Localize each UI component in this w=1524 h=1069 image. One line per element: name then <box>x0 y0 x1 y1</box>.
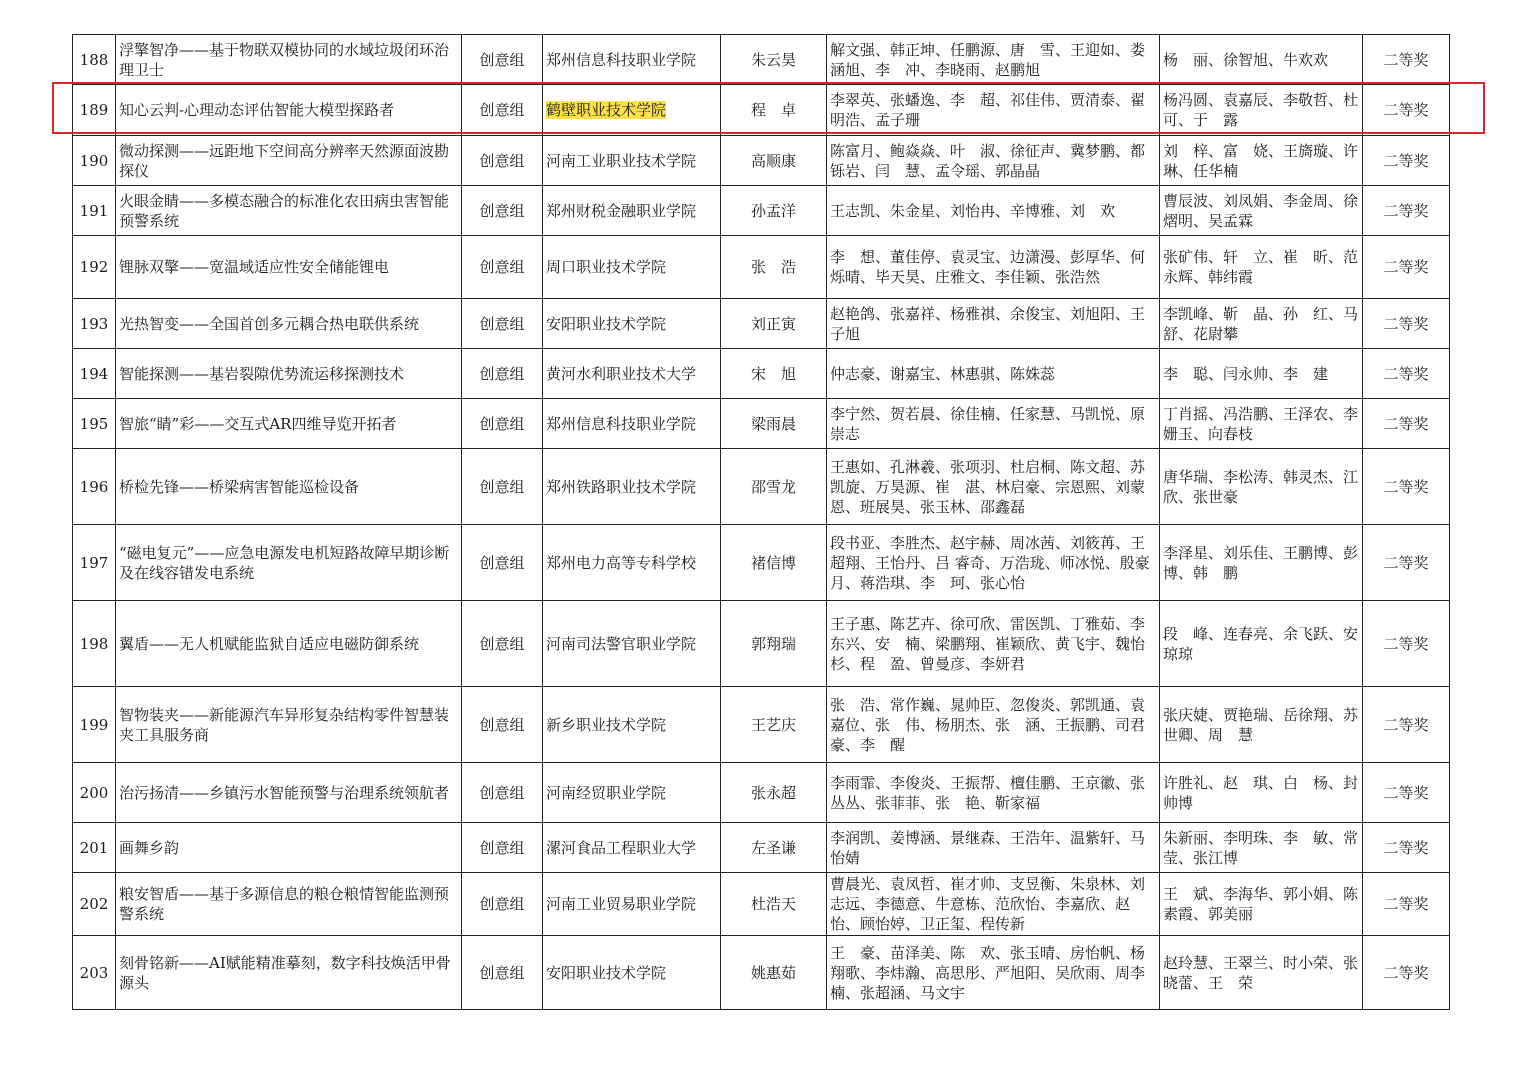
school-name: 河南司法警官职业学院 <box>546 634 697 653</box>
group-name-cell <box>462 936 543 1010</box>
table-row <box>73 823 1450 873</box>
advisors-cell <box>1160 601 1363 687</box>
team-members: 解文强、韩正坤、任鹏源、唐 雪、王迎如、娄涵旭、李 冲、李晓雨、赵鹏旭 <box>830 40 1146 79</box>
project-name-cell <box>116 85 462 136</box>
award-level: 二等奖 <box>1383 258 1429 276</box>
team-leader-cell <box>721 873 827 936</box>
team-leader: 左圣谦 <box>750 838 796 857</box>
table-row <box>73 525 1450 601</box>
project-name-cell <box>116 449 462 525</box>
team-leader: 姚惠茹 <box>750 963 796 982</box>
team-leader-cell <box>721 399 827 449</box>
table-row <box>73 136 1450 186</box>
row-number: 192 <box>79 258 109 276</box>
school-name-cell <box>543 85 721 136</box>
team-leader: 杜浩天 <box>750 895 796 913</box>
project-name: “磁电复元”——应急电源发电机短路故障早期诊断及在线容错发电系统 <box>119 543 450 582</box>
award-level: 二等奖 <box>1383 50 1429 69</box>
team-leader: 高顺康 <box>750 151 796 170</box>
school-name-cell <box>543 823 721 873</box>
project-name-cell <box>116 601 462 687</box>
school-name-cell <box>543 601 721 687</box>
project-name-cell <box>116 136 462 186</box>
group-name-cell <box>462 449 543 525</box>
advisors: 刘 梓、富 娆、王旖璇、许 琳、任华楠 <box>1163 141 1374 180</box>
group-name: 创意组 <box>479 895 525 913</box>
team-members-cell <box>827 823 1160 873</box>
project-name-cell <box>116 186 462 236</box>
team-leader-cell <box>721 687 827 763</box>
team-leader-cell <box>721 186 827 236</box>
project-name-cell <box>116 823 462 873</box>
award-level-cell <box>1363 763 1450 823</box>
group-name-cell <box>462 763 543 823</box>
award-level-cell <box>1363 449 1450 525</box>
row-number: 203 <box>79 963 109 982</box>
table-row <box>73 349 1450 399</box>
project-name: 锂脉双擎——宽温域适应性安全储能锂电 <box>119 258 390 276</box>
school-name-cell <box>543 236 721 299</box>
team-members: 李润凯、姜博涵、景继森、王浩年、温紫轩、马怡婧 <box>830 828 1146 867</box>
advisors-cell <box>1160 236 1363 299</box>
team-members-cell <box>827 687 1160 763</box>
project-name-cell <box>116 873 462 936</box>
project-name-cell <box>116 236 462 299</box>
school-name-cell <box>543 349 721 399</box>
team-members: 王子惠、陈艺卉、徐可欣、雷医凯、丁雅茹、李东兴、安 楠、梁鹏翔、崔颖欣、黄飞宇、魏怡杉、程 盈、曾曼彦、李妍君 <box>830 614 1146 673</box>
table-row <box>73 449 1450 525</box>
row-number: 191 <box>79 201 109 220</box>
project-name: 火眼金睛——多模态融合的标准化农田病虫害智能预警系统 <box>119 191 450 230</box>
advisors-cell <box>1160 299 1374 349</box>
advisors: 李泽星、刘乐佳、王鹏博、彭 博、韩 鹏 <box>1163 543 1374 582</box>
team-members: 赵艳鸽、张嘉祥、杨雅祺、余俊宝、刘旭阳、王子旭 <box>830 304 1146 343</box>
advisors: 丁肖摇、冯浩鹏、王泽农、李姗玉、向春枝 <box>1163 404 1359 443</box>
group-name: 创意组 <box>479 838 525 857</box>
project-name: 翼盾——无人机赋能监狱自适应电磁防御系统 <box>119 634 420 653</box>
project-name: 微动探测——远距地下空间高分辨率天然源面波勘探仪 <box>119 141 450 180</box>
award-level-cell <box>1363 525 1450 601</box>
award-level-cell <box>1363 687 1450 763</box>
awards-table <box>72 34 1450 1010</box>
group-name-cell <box>462 35 543 85</box>
group-name: 创意组 <box>479 634 525 653</box>
group-name-cell <box>462 823 543 873</box>
group-name: 创意组 <box>479 151 525 170</box>
group-name: 创意组 <box>479 101 525 119</box>
school-name: 周口职业技术学院 <box>546 258 667 276</box>
advisors-cell <box>1160 399 1363 449</box>
group-name-cell <box>462 687 543 763</box>
advisors: 王 斌、李海华、郭小娟、陈素霞、郭美丽 <box>1163 885 1359 923</box>
school-name: 安阳职业技术学院 <box>546 963 667 982</box>
team-members: 张 浩、常作巍、晁帅臣、忽俊炎、郭凯通、袁嘉位、张 伟、杨朋杰、张 涵、王振鹏、司君豪、李 醒 <box>830 695 1146 754</box>
team-members-cell <box>827 349 1160 399</box>
advisors: 许胜礼、赵 琪、白 杨、封帅博 <box>1163 773 1359 812</box>
group-name-cell <box>462 349 543 399</box>
award-level-cell <box>1363 399 1450 449</box>
group-name: 创意组 <box>479 364 525 383</box>
row-number: 200 <box>79 783 109 802</box>
project-name-cell <box>116 35 462 85</box>
school-name: 河南经贸职业学院 <box>546 783 667 802</box>
advisors: 张庆婕、贾艳瑞、岳徐翔、苏世卿、周 慧 <box>1163 705 1359 744</box>
row-number-cell <box>73 823 116 873</box>
team-members-cell <box>827 936 1160 1010</box>
award-level: 二等奖 <box>1383 314 1429 333</box>
school-name: 黄河水利职业技术大学 <box>546 364 697 383</box>
project-name-cell <box>116 399 462 449</box>
team-members-cell <box>827 236 1160 299</box>
row-number-cell <box>73 85 116 136</box>
group-name: 创意组 <box>479 477 525 496</box>
award-level: 二等奖 <box>1383 364 1429 383</box>
table-body <box>73 35 1450 1010</box>
advisors-cell <box>1160 136 1374 186</box>
row-number: 199 <box>79 715 109 734</box>
team-members-cell <box>827 136 1160 186</box>
team-leader: 朱云昊 <box>750 50 796 69</box>
group-name-cell <box>462 85 543 136</box>
team-leader: 张 浩 <box>750 258 796 276</box>
team-members-cell <box>827 873 1160 936</box>
school-name: 郑州铁路职业技术学院 <box>546 477 697 496</box>
group-name: 创意组 <box>479 783 525 802</box>
award-level: 二等奖 <box>1383 963 1429 982</box>
team-members: 仲志豪、谢嘉宝、林惠骐、陈姝蕊 <box>830 364 1056 383</box>
group-name-cell <box>462 186 543 236</box>
school-name: 漯河食品工程职业大学 <box>546 838 697 857</box>
team-leader: 张永超 <box>750 783 796 802</box>
advisors: 段 峰、连春亮、余飞跃、安琼琼 <box>1163 624 1359 663</box>
advisors: 李凯峰、靳 晶、孙 红、马 舒、花尉攀 <box>1163 304 1374 343</box>
table-row <box>73 601 1450 687</box>
table-row <box>73 85 1450 136</box>
team-leader: 郭翔瑞 <box>750 634 796 653</box>
school-name: 郑州电力高等专科学校 <box>546 553 697 572</box>
team-leader-cell <box>721 85 827 136</box>
row-number: 193 <box>79 314 109 333</box>
project-name: 光热智变——全国首创多元耦合热电联供系统 <box>119 314 420 333</box>
advisors: 朱新丽、李明珠、李 敏、常 莹、张江博 <box>1163 828 1374 867</box>
table-row <box>73 873 1450 936</box>
table-row <box>73 936 1450 1010</box>
award-level-cell <box>1363 136 1450 186</box>
row-number: 196 <box>79 477 109 496</box>
school-name: 郑州财税金融职业学院 <box>546 201 697 220</box>
team-leader-cell <box>721 349 827 399</box>
project-name-cell <box>116 687 462 763</box>
row-number: 188 <box>79 50 109 69</box>
project-name: 粮安智盾——基于多源信息的粮仓粮情智能监测预警系统 <box>119 885 450 923</box>
advisors-cell <box>1160 823 1374 873</box>
team-leader: 梁雨晨 <box>750 414 796 433</box>
team-members: 李翠英、张蟠逸、李 超、祁佳伟、贾清泰、翟明浩、孟子珊 <box>830 91 1146 129</box>
school-name: 郑州信息科技职业学院 <box>546 414 697 433</box>
row-number-cell <box>73 136 116 186</box>
school-name: 河南工业职业技术学院 <box>546 151 697 170</box>
team-leader-cell <box>721 136 827 186</box>
advisors: 杨冯圆、袁嘉辰、李敬哲、杜 可、于 露 <box>1163 91 1374 129</box>
team-members-cell <box>827 601 1160 687</box>
school-name: 河南工业贸易职业学院 <box>546 895 697 913</box>
team-leader: 邵雪龙 <box>750 477 796 496</box>
team-members-cell <box>827 399 1160 449</box>
school-name-cell <box>543 525 721 601</box>
school-name-cell <box>543 136 721 186</box>
school-name-cell <box>543 399 721 449</box>
advisors: 杨 丽、徐智旭、牛欢欢 <box>1163 50 1329 69</box>
team-members-cell <box>827 763 1160 823</box>
table-row <box>73 399 1450 449</box>
team-members: 段书亚、李胜杰、赵宇赫、周冰茜、刘筱苒、王超翔、王怡丹、吕 睿奇、万浩珑、师冰悦、殷豪月、蒋浩琪、李 珂、张心怡 <box>830 533 1150 592</box>
row-number: 198 <box>79 634 109 653</box>
group-name-cell <box>462 299 543 349</box>
team-leader: 王艺庆 <box>750 715 796 734</box>
award-level: 二等奖 <box>1383 151 1429 170</box>
table-row <box>73 299 1450 349</box>
row-number-cell <box>73 449 116 525</box>
row-number-cell <box>73 525 116 601</box>
group-name: 创意组 <box>479 201 525 220</box>
row-number-cell <box>73 687 116 763</box>
table-row <box>73 236 1450 299</box>
award-level-cell <box>1363 186 1450 236</box>
advisors-cell <box>1160 85 1374 136</box>
advisors-cell <box>1160 687 1363 763</box>
advisors: 赵玲慧、王翠兰、时小荣、张晓蕾、王 荣 <box>1163 953 1359 992</box>
school-name: 新乡职业技术学院 <box>546 715 667 734</box>
project-name: 智物装夹——新能源汽车异形复杂结构零件智慧装夹工具服务商 <box>119 705 450 744</box>
award-level: 二等奖 <box>1383 201 1429 220</box>
team-leader: 宋 旭 <box>750 364 796 383</box>
row-number-cell <box>73 186 116 236</box>
table-row <box>73 763 1450 823</box>
school-name: 鹤壁职业技术学院 <box>546 101 667 119</box>
advisors-cell <box>1160 936 1363 1010</box>
team-members: 李雨霏、李俊炎、王振帮、檀佳鹏、王京徽、张丛丛、张菲菲、张 艳、靳家福 <box>830 773 1146 812</box>
team-members: 曹晨光、袁凤哲、崔才帅、支昱衡、朱泉林、刘志远、李德意、牛意栋、范欣怡、李嘉欣、赵 怡、顾怡婷、卫正玺、程传新 <box>830 875 1146 933</box>
school-name: 安阳职业技术学院 <box>546 314 667 333</box>
row-number: 194 <box>79 364 109 383</box>
team-leader: 程 卓 <box>750 101 796 119</box>
team-leader-cell <box>721 525 827 601</box>
team-leader-cell <box>721 236 827 299</box>
advisors-cell <box>1160 349 1363 399</box>
award-level: 二等奖 <box>1383 414 1429 433</box>
project-name: 桥检先锋——桥梁病害智能巡检设备 <box>119 477 360 496</box>
project-name-cell <box>116 763 462 823</box>
award-level-cell <box>1363 35 1450 85</box>
school-name: 郑州信息科技职业学院 <box>546 50 697 69</box>
team-members: 李宁然、贺若晨、徐佳楠、任家慧、马凯悦、原崇志 <box>830 404 1146 443</box>
row-number: 189 <box>79 101 109 119</box>
row-number-cell <box>73 236 116 299</box>
project-name-cell <box>116 936 462 1010</box>
team-leader-cell <box>721 601 827 687</box>
team-members-cell <box>827 85 1160 136</box>
award-level-cell <box>1363 299 1450 349</box>
group-name-cell <box>462 136 543 186</box>
team-members-cell <box>827 299 1160 349</box>
team-leader-cell <box>721 823 827 873</box>
advisors-cell <box>1160 763 1363 823</box>
award-level: 二等奖 <box>1383 783 1429 802</box>
table-row <box>73 186 1450 236</box>
group-name-cell <box>462 601 543 687</box>
advisors: 唐华瑞、李松涛、韩灵杰、江 欣、张世豪 <box>1163 467 1374 506</box>
row-number-cell <box>73 349 116 399</box>
team-members: 王志凯、朱金星、刘怡冉、辛博雅、刘 欢 <box>830 201 1116 220</box>
group-name-cell <box>462 399 543 449</box>
project-name: 知心云判-心理动态评估智能大模型探路者 <box>119 101 395 119</box>
advisors: 张矿伟、轩 立、崔 昕、范永辉、韩纬霞 <box>1163 248 1359 286</box>
row-number-cell <box>73 35 116 85</box>
group-name: 创意组 <box>479 414 525 433</box>
group-name-cell <box>462 236 543 299</box>
row-number-cell <box>73 601 116 687</box>
team-members: 陈富月、鲍焱焱、叶 淑、徐征声、冀梦鹏、都铄岩、闫 慧、孟令瑶、郭晶晶 <box>830 141 1146 180</box>
school-name-cell <box>543 186 721 236</box>
advisors-cell <box>1160 449 1374 525</box>
team-members-cell <box>827 525 1160 601</box>
group-name: 创意组 <box>479 258 525 276</box>
project-name: 智能探测——基岩裂隙优势流运移探测技术 <box>119 364 405 383</box>
advisors-cell <box>1160 35 1363 85</box>
team-leader-cell <box>721 35 827 85</box>
project-name-cell <box>116 299 462 349</box>
project-name-cell <box>116 349 462 399</box>
award-level-cell <box>1363 236 1450 299</box>
award-level: 二等奖 <box>1383 838 1429 857</box>
award-level: 二等奖 <box>1383 553 1429 572</box>
team-members: 李 想、董佳停、袁灵宝、边潇漫、彭厚华、何烁晴、毕天昊、庄雅文、李佳颖、张浩然 <box>830 248 1146 286</box>
row-number: 202 <box>79 895 109 913</box>
team-members-cell <box>827 186 1160 236</box>
team-leader-cell <box>721 299 827 349</box>
group-name: 创意组 <box>479 50 525 69</box>
advisors-cell <box>1160 186 1363 236</box>
award-level: 二等奖 <box>1383 101 1429 119</box>
team-members: 王 豪、苗泽美、陈 欢、张玉晴、房怡帆、杨翔歌、李炜瀚、高思彤、严旭阳、吴欣雨、周李楠、张超涵、马文宇 <box>830 943 1146 1002</box>
team-members: 王惠如、孔淋羲、张项羽、杜启桐、陈文超、苏凯旋、万昊源、崔 湛、林启豪、宗恩熙、刘蒙恩、班展昊、张玉林、邵鑫磊 <box>830 457 1146 516</box>
award-level-cell <box>1363 823 1450 873</box>
award-level-cell <box>1363 873 1450 936</box>
group-name: 创意组 <box>479 963 525 982</box>
award-level-cell <box>1363 601 1450 687</box>
row-number-cell <box>73 936 116 1010</box>
team-leader: 刘正寅 <box>750 314 796 333</box>
award-level: 二等奖 <box>1383 634 1429 653</box>
school-name-cell <box>543 687 721 763</box>
group-name-cell <box>462 525 543 601</box>
award-level-cell <box>1363 936 1450 1010</box>
project-name: 画舞乡韵 <box>119 838 180 857</box>
team-leader-cell <box>721 936 827 1010</box>
row-number-cell <box>73 873 116 936</box>
award-level-cell <box>1363 349 1450 399</box>
project-name: 智旅“睛”彩——交互式AR四维导览开拓者 <box>119 414 397 433</box>
advisors: 李 聪、闫永帅、李 建 <box>1163 364 1329 383</box>
project-name: 治污扬清——乡镇污水智能预警与治理系统领航者 <box>119 783 450 802</box>
group-name: 创意组 <box>479 553 525 572</box>
advisors-cell <box>1160 873 1363 936</box>
school-name-cell <box>543 449 721 525</box>
school-name-cell <box>543 936 721 1010</box>
school-name-cell <box>543 35 721 85</box>
advisors-cell <box>1160 525 1374 601</box>
group-name: 创意组 <box>479 314 525 333</box>
award-level: 二等奖 <box>1383 895 1429 913</box>
award-level: 二等奖 <box>1383 477 1429 496</box>
team-members-cell <box>827 449 1160 525</box>
advisors: 曹辰波、刘凤娟、李金周、徐熠明、吴孟霖 <box>1163 191 1359 230</box>
team-leader: 褚信博 <box>750 553 796 572</box>
project-name-cell <box>116 525 462 601</box>
row-number-cell <box>73 399 116 449</box>
project-name: 浮擎智净——基于物联双模协同的水域垃圾闭环治理卫士 <box>119 40 450 79</box>
team-leader: 孙孟洋 <box>750 201 796 220</box>
team-leader-cell <box>721 763 827 823</box>
row-number-cell <box>73 763 116 823</box>
table-row <box>73 35 1450 85</box>
team-members-cell <box>827 35 1160 85</box>
row-number-cell <box>73 299 116 349</box>
row-number: 197 <box>79 553 109 572</box>
group-name-cell <box>462 873 543 936</box>
award-level-cell <box>1363 85 1450 136</box>
table-row <box>73 687 1450 763</box>
project-name: 刻骨铭新——AI赋能精准摹刻，数字科技焕活甲骨源头 <box>119 953 451 992</box>
school-name-cell <box>543 763 721 823</box>
team-leader-cell <box>721 449 827 525</box>
school-name-cell <box>543 873 721 936</box>
row-number: 195 <box>79 414 109 433</box>
row-number: 190 <box>79 151 109 170</box>
row-number: 201 <box>79 838 109 857</box>
award-level: 二等奖 <box>1383 715 1429 734</box>
group-name: 创意组 <box>479 715 525 734</box>
school-name-cell <box>543 299 721 349</box>
